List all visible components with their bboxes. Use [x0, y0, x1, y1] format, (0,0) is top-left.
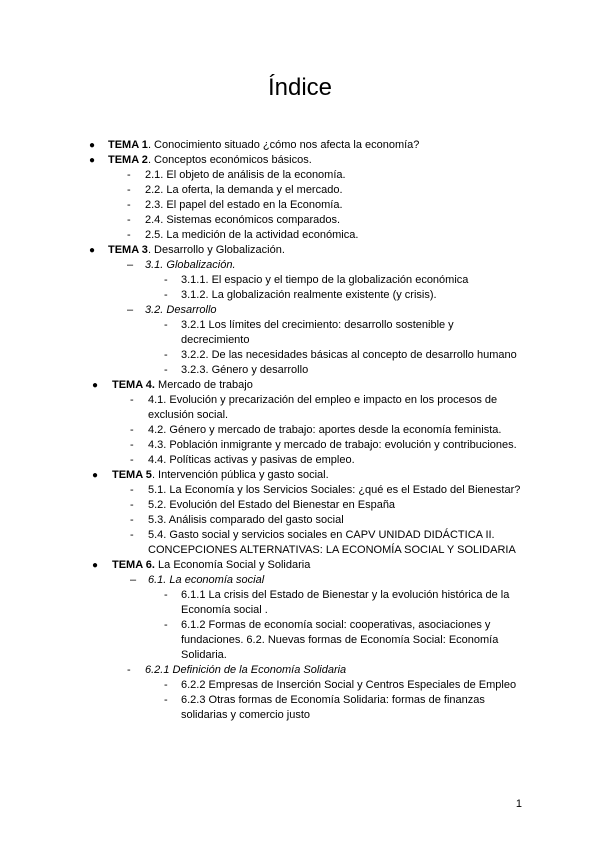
- toc-subentry: - 2.3. El papel del estado en la Economía.: [127, 199, 343, 211]
- toc-continuation: Solidaria.: [181, 649, 227, 661]
- toc-subsubentry: - 6.1.1 La crisis del Estado de Bienestar y la evolución histórica de la: [164, 589, 510, 601]
- bullet-icon: ●: [89, 155, 96, 166]
- dash-icon: -: [164, 679, 168, 691]
- dash-icon: -: [127, 664, 131, 676]
- toc-subentry: - 5.2. Evolución del Estado del Bienestar en España: [130, 499, 396, 511]
- tema-title: . Intervención pública y gasto social.: [151, 469, 329, 481]
- bullet-icon: ●: [92, 560, 99, 571]
- toc-entry-tema5: [0, 468, 600, 483]
- toc-continuation: fundaciones. 6.2. Nuevas formas de Economía Social: Economía: [181, 634, 499, 646]
- toc-entry-tema6: [0, 558, 600, 573]
- toc-entry-tema1: [0, 138, 600, 153]
- dash-icon: -: [127, 199, 131, 211]
- toc-subentry: - 2.2. La oferta, la demanda y el mercado.: [127, 184, 343, 196]
- dash-icon: -: [130, 439, 134, 451]
- toc-subentry: - 4.1. Evolución y precarización del empleo e impacto en los procesos de: [130, 394, 498, 406]
- dash-icon: -: [127, 169, 131, 181]
- page-title: Índice: [267, 74, 333, 101]
- toc-subentry: - 5.3. Análisis comparado del gasto social: [130, 514, 344, 526]
- tema-title: . Desarrollo y Globalización.: [147, 244, 285, 256]
- toc-continuation: exclusión social.: [148, 409, 229, 421]
- toc-subentry: - 5.1. La Economía y los Servicios Sociales: ¿qué es el Estado del Bienestar?: [130, 484, 521, 496]
- tema-label: TEMA 6.: [112, 559, 155, 571]
- toc-entry-tema2: [0, 153, 600, 168]
- dash-icon: –: [127, 259, 134, 271]
- toc-subsubentry: - 3.1.2. La globalización realmente existente (y crisis).: [164, 289, 437, 301]
- toc-subentry: - 2.4. Sistemas económicos comparados.: [127, 214, 341, 226]
- dash-icon: -: [164, 619, 168, 631]
- dash-icon: -: [130, 454, 134, 466]
- toc-subsubentry: - 3.1.1. El espacio y el tiempo de la globalización económica: [164, 274, 469, 286]
- dash-icon: -: [127, 229, 131, 241]
- dash-icon: -: [164, 319, 168, 331]
- tema-title: La Economía Social y Solidaria: [155, 559, 311, 571]
- dash-icon: -: [164, 364, 168, 376]
- toc-section: – 6.1. La economía social: [130, 574, 265, 586]
- toc-subsubentry: - 6.1.2 Formas de economía social: cooperativas, asociaciones y: [164, 619, 491, 631]
- toc-subsubentry: - 6.2.3 Otras formas de Economía Solidaria: formas de finanzas: [164, 694, 485, 706]
- toc-subsubentry: - 3.2.2. De las necesidades básicas al concepto de desarrollo humano: [164, 349, 517, 361]
- page-number: 1: [515, 798, 522, 810]
- tema-title: Mercado de trabajo: [155, 379, 253, 391]
- dash-icon: –: [130, 574, 137, 586]
- toc-section: - 6.2.1 Definición de la Economía Solidaria: [127, 664, 347, 676]
- toc-entry-tema3: [0, 243, 600, 258]
- dash-icon: -: [164, 589, 168, 601]
- toc-section: – 3.2. Desarrollo: [127, 304, 217, 316]
- dash-icon: -: [130, 499, 134, 511]
- toc-subentry: - 4.4. Políticas activas y pasivas de empleo.: [130, 454, 355, 466]
- dash-icon: -: [164, 349, 168, 361]
- toc-subsubentry: - 6.2.2 Empresas de Inserción Social y Centros Especiales de Empleo: [164, 679, 517, 691]
- toc-subsubentry: - 3.2.3. Género y desarrollo: [164, 364, 309, 376]
- dash-icon: -: [127, 184, 131, 196]
- tema-label: TEMA 3: [108, 244, 148, 256]
- table-of-contents: [0, 138, 600, 723]
- toc-entry-tema4: [0, 378, 600, 393]
- tema-label: TEMA 1: [108, 139, 148, 151]
- toc-subentry: - 4.2. Género y mercado de trabajo: aportes desde la economía feminista.: [130, 424, 502, 436]
- dash-icon: -: [130, 484, 134, 496]
- tema-title: . Conocimiento situado ¿cómo nos afecta la economía?: [147, 139, 420, 151]
- toc-subentry: - 2.5. La medición de la actividad económica.: [127, 229, 359, 241]
- tema-label: TEMA 5: [112, 469, 152, 481]
- tema-title: . Conceptos económicos básicos.: [147, 154, 312, 166]
- tema-label: TEMA 2: [108, 154, 148, 166]
- bullet-icon: ●: [92, 470, 99, 481]
- toc-subsubentry: - 3.2.1 Los límites del crecimiento: desarrollo sostenible y: [164, 319, 454, 331]
- bullet-icon: ●: [89, 245, 96, 256]
- dash-icon: –: [127, 304, 134, 316]
- toc-subentry: - 5.4. Gasto social y servicios sociales en CAPV UNIDAD DIDÁCTICA II.: [130, 529, 495, 541]
- dash-icon: -: [130, 529, 134, 541]
- toc-continuation: CONCEPCIONES ALTERNATIVAS: LA ECONOMÍA SOCIAL Y SOLIDARIA: [148, 544, 516, 556]
- toc-continuation: solidarias y comercio justo: [181, 709, 310, 721]
- tema-label: TEMA 4.: [112, 379, 155, 391]
- dash-icon: -: [130, 514, 134, 526]
- dash-icon: -: [164, 694, 168, 706]
- dash-icon: -: [127, 214, 131, 226]
- dash-icon: -: [130, 394, 134, 406]
- toc-section: – 3.1. Globalización.: [127, 259, 236, 271]
- toc-subentry: - 4.3. Población inmigrante y mercado de trabajo: evolución y contribuciones.: [130, 439, 517, 451]
- toc-subentry: - 2.1. El objeto de análisis de la economía.: [127, 169, 346, 181]
- dash-icon: -: [164, 289, 168, 301]
- dash-icon: -: [130, 424, 134, 436]
- bullet-icon: ●: [92, 380, 99, 391]
- dash-icon: -: [164, 274, 168, 286]
- toc-continuation: decrecimiento: [181, 334, 250, 346]
- bullet-icon: ●: [89, 140, 96, 151]
- toc-continuation: Economía social .: [181, 604, 268, 616]
